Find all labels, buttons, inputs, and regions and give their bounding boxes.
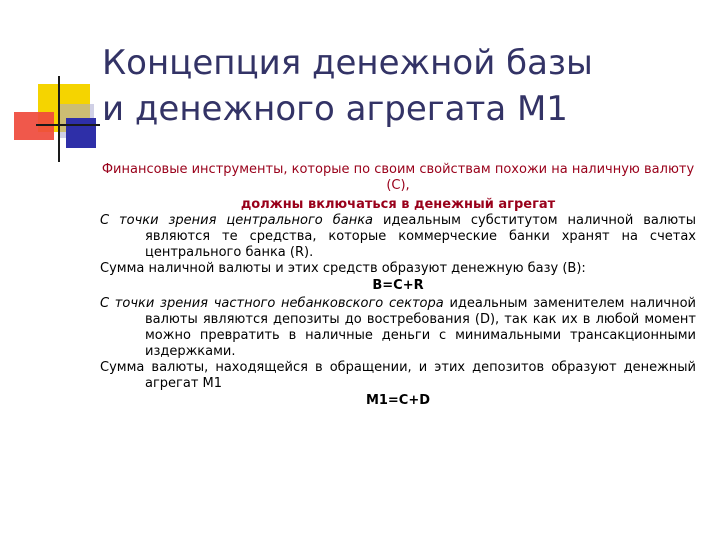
formula-monetary-base: В=С+R xyxy=(372,278,424,293)
slide-title xyxy=(102,40,702,132)
private-sector-phrase: С точки зрения частного небанковского сектора xyxy=(100,296,444,311)
logo-red-square xyxy=(14,112,54,140)
slide-body xyxy=(100,162,696,411)
logo-blue-square xyxy=(66,118,96,148)
paragraph-monetary-base: Сумма наличной валюты и этих средств образуют денежную базу (В): xyxy=(100,261,586,276)
title-line-1: Концепция денежной базы xyxy=(102,43,593,83)
intro-text: Финансовые инструменты, которые по своим свойствам похожи на наличную валюту (С), xyxy=(101,162,695,193)
central-bank-text: идеальным субститутом наличной валюты являются те средства, которые коммерческие банки хранят на счетах центрального банка (R). xyxy=(145,213,696,260)
logo-horizontal-line xyxy=(36,124,100,126)
formula-m1: М1=С+D xyxy=(365,393,431,408)
central-bank-phrase: С точки зрения центрального банка xyxy=(100,213,374,228)
paragraph-private-sector xyxy=(100,296,696,360)
logo-vertical-line xyxy=(58,76,60,162)
title-line-2: и денежного агрегата М1 xyxy=(102,89,568,129)
private-sector-text: идеальным заменителем наличной валюты являются депозиты до востребования (D), так как их в любой момент можно превратить в наличные деньги с минимальными трансакционными издержками. xyxy=(145,296,696,359)
intro-bold-text: должны включаться в денежный агрегат xyxy=(240,197,556,212)
paragraph-central-bank xyxy=(100,213,696,261)
paragraph-m1: Сумма валюты, находящейся в обращении, и этих депозитов образуют денежный агрегат М1 xyxy=(100,360,696,391)
